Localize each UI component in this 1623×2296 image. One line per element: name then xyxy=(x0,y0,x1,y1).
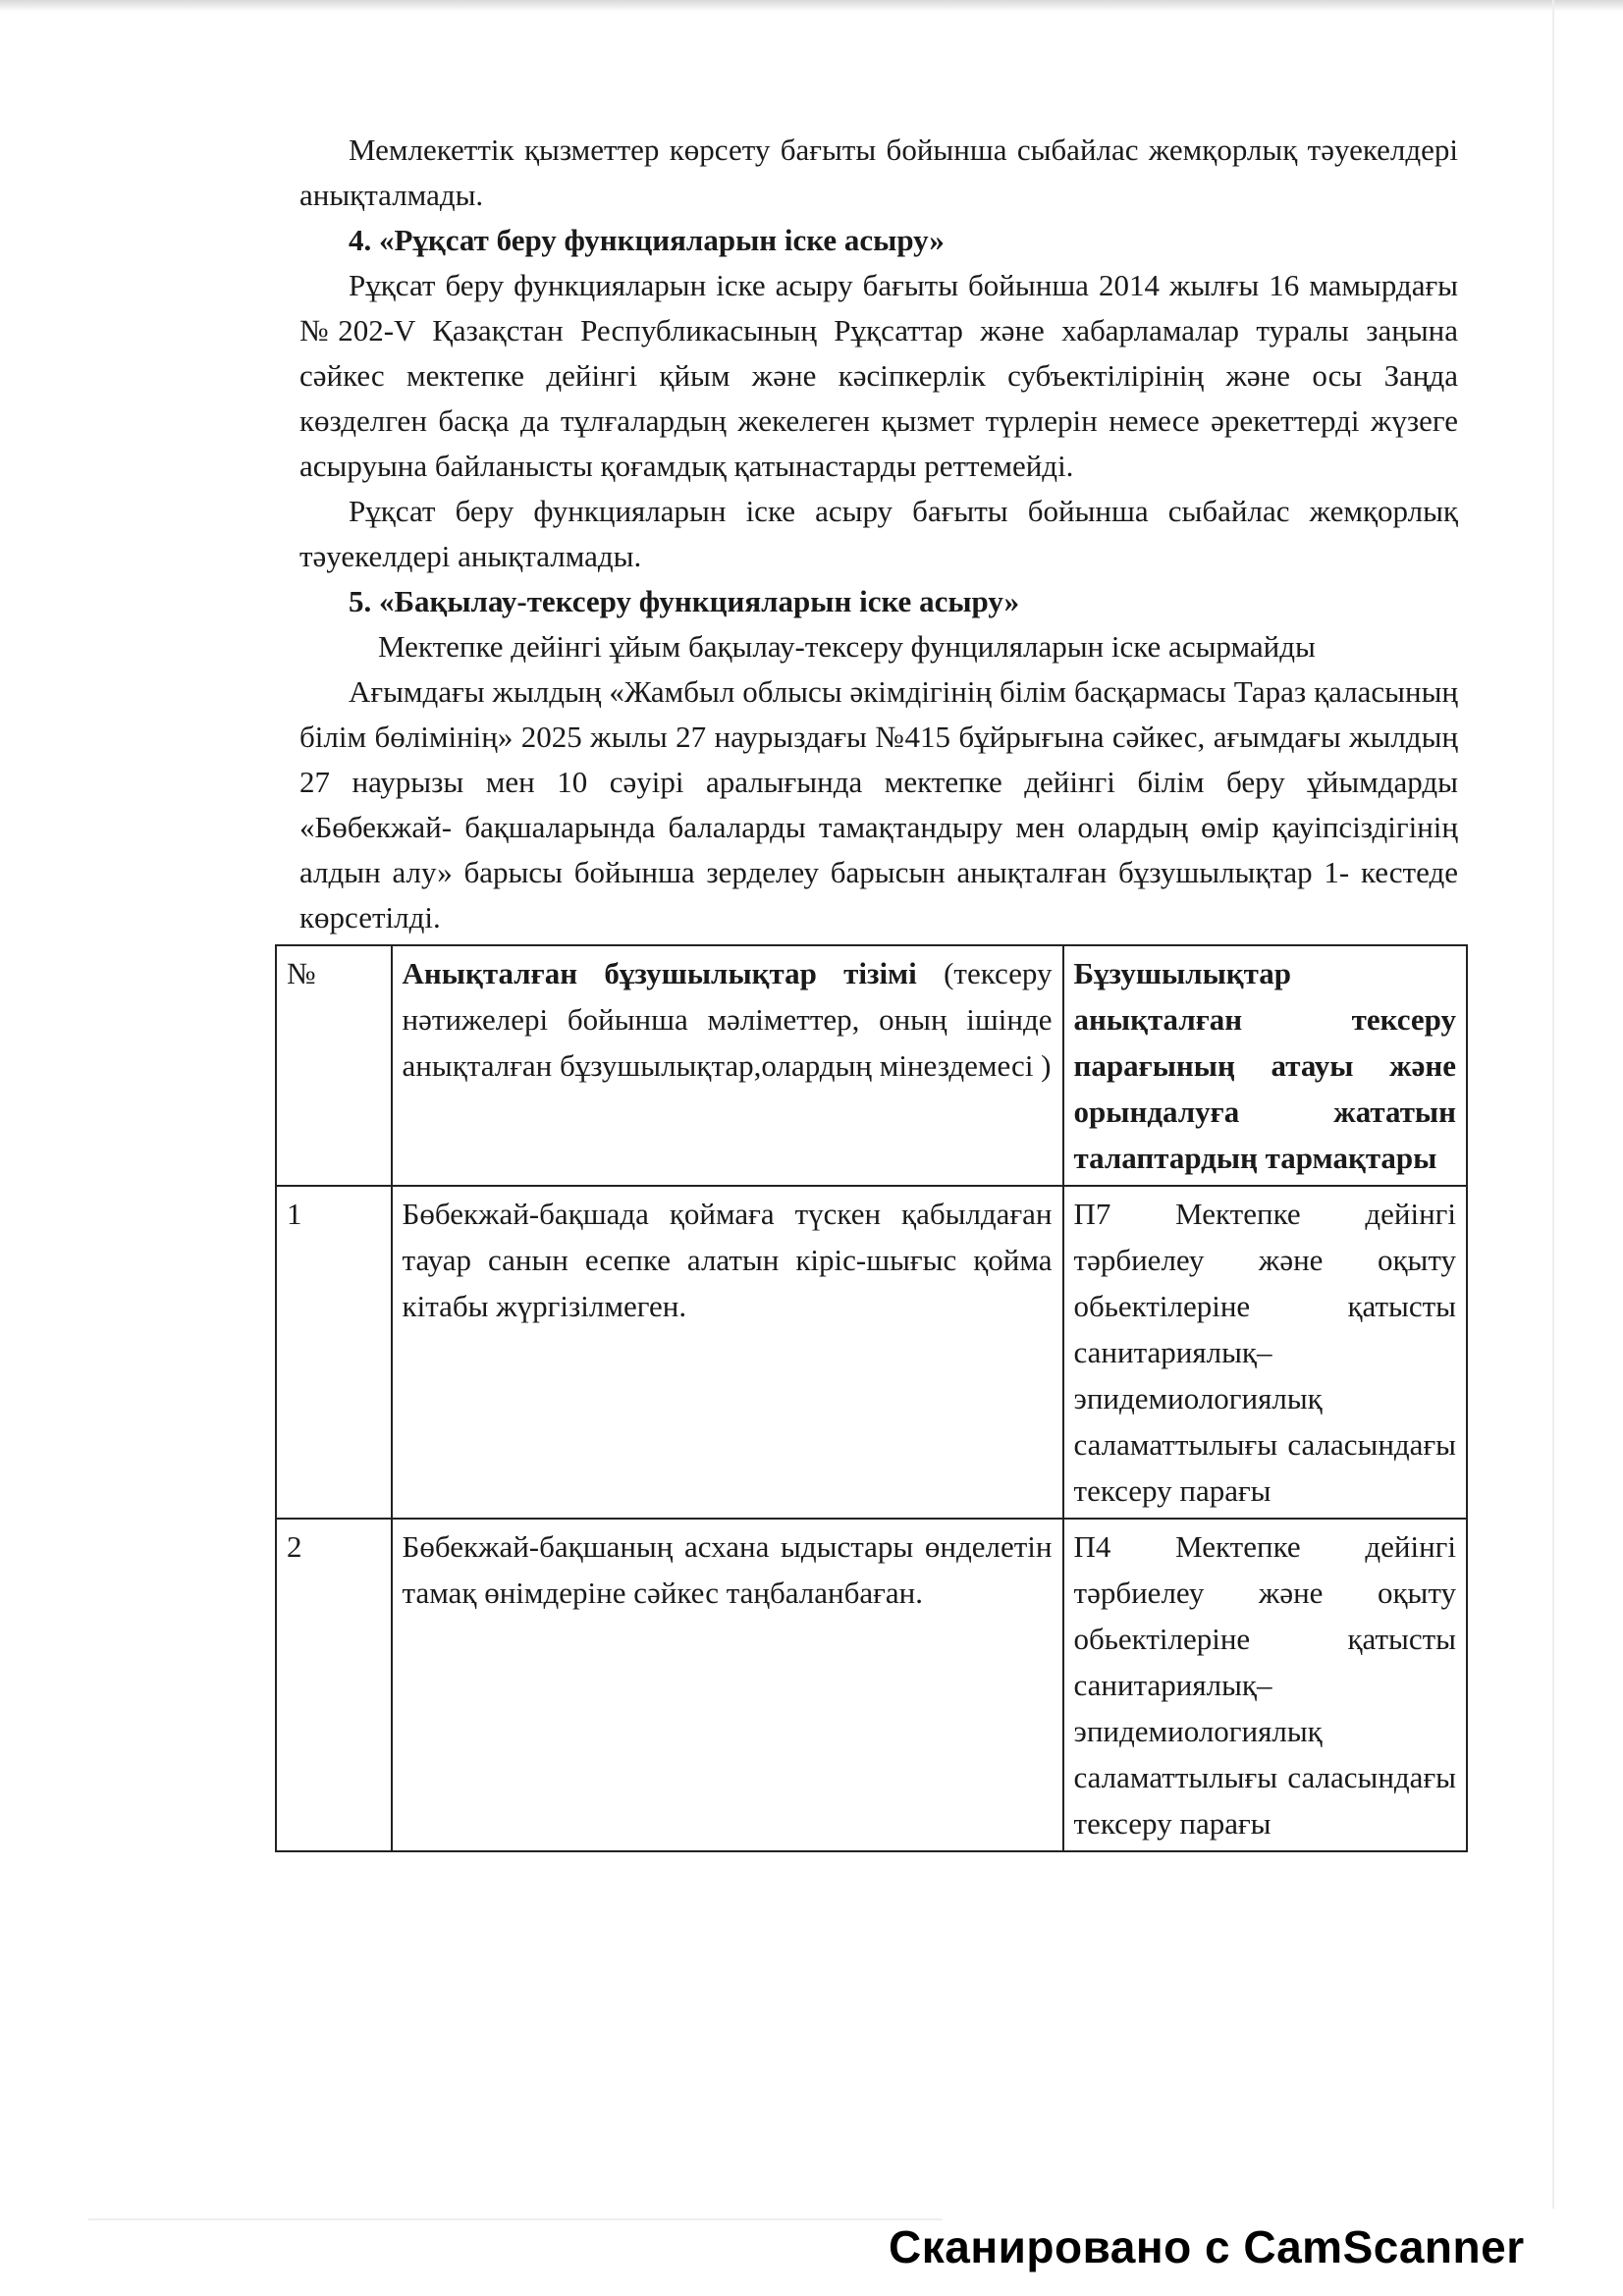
paragraph-inspection-results: Ағымдағы жылдың «Жамбыл облысы әкімдігінің білім басқармасы Тараз қаласының білім бөлімінің» 2025 жылы 27 наурыздағы №415 бұйрығына сәйкес, ағымдағы жылдың 27 наурызы мен 10 сәуірі аралығында мектепке дейінгі білім беру ұйымдарды «Бөбекжай- бақшаларында балаларды тамақтандыру мен олардың өмір қауіпсіздігінің алдын алу» барысы бойынша зерделеу барысын анықталған бұзушылықтар 1- кестеде көрсетілді. xyxy=(299,674,1458,934)
row-violation: Бөбекжай-бақшада қоймаға түскен қабылдаған тауар санын есепке алатын кіріс-шығыс қойма кітабы жүргізілмеген. xyxy=(392,1186,1063,1519)
scan-right-edge xyxy=(1552,0,1554,2209)
row-violation: Бөбекжай-бақшаның асхана ыдыстары өнделетін тамақ өнімдеріне сәйкес таңбаланбаған. xyxy=(392,1519,1063,1851)
violations-table xyxy=(275,944,1468,1852)
scan-top-shadow xyxy=(0,0,1623,12)
header-violations-title: Анықталған бұзушылықтар тізімі xyxy=(402,956,917,990)
heading-section-4: 4. «Рұқсат беру функцияларын іске асыру» xyxy=(349,223,945,257)
row-checklist: П7 Мектепке дейінгі тәрбиелеу және оқыту обьектілеріне қатысты санитариялық–эпидемиологиялық саламаттылығы саласындағы тексеру парағы xyxy=(1063,1186,1467,1519)
row-number: 1 xyxy=(276,1186,392,1519)
row-number: 2 xyxy=(276,1519,392,1851)
header-checklist: Бұзушылықтар анықталған тексеру парағының атауы және орындалуға жататын талаптардың тармақтары xyxy=(1063,945,1467,1186)
header-number: № xyxy=(276,945,392,1186)
heading-section-5: 5. «Бақылау-тексеру функцияларын іске асыру» xyxy=(349,584,1020,618)
table-row xyxy=(276,1519,1467,1851)
table-header-row xyxy=(276,945,1467,1186)
table-row xyxy=(276,1186,1467,1519)
header-violations-note: (тексеру нәтижелері бойынша мәліметтер, оның ішінде анықталған бұзушылықтар,олардың мінездемесі ) xyxy=(402,956,1053,1083)
scan-bottom-line xyxy=(88,2218,943,2220)
camscanner-watermark: Сканировано с CamScanner xyxy=(889,2221,1525,2272)
paragraph-permits: Рұқсат беру функцияларын іске асыру бағыты бойынша 2014 жылғы 16 мамырдағы №202-V Қазақстан Республикасының Рұқсаттар және хабарламалар туралы заңына сәйкес мектепке дейінгі қйым және кәсіпкерлік субъектілірінің және осы Заңда көзделген басқа да тұлғалардың жекелеген қызмет түрлерін немесе әрекеттерді жүзеге асыруына байланысты қоғамдық қатынастарды реттемейді. xyxy=(299,268,1458,483)
paragraph-control-functions: Мектепке дейінгі ұйым бақылау-тексеру фунциляларын іске асырмайды xyxy=(378,629,1316,664)
paragraph-state-services: Мемлекеттік қызметтер көрсету бағыты бойынша сыбайлас жемқорлық тәуекелдері анықталмады. xyxy=(299,133,1458,212)
header-violations-list xyxy=(392,945,1063,1186)
row-checklist: П4 Мектепке дейінгі тәрбиелеу және оқыту обьектілеріне қатысты санитариялық–эпидемиологиялық саламаттылығы саласындағы тексеру парағы xyxy=(1063,1519,1467,1851)
paragraph-permits-risks: Рұқсат беру функцияларын іске асыру бағыты бойынша сыбайлас жемқорлық тәуекелдері анықталмады. xyxy=(299,494,1458,573)
document-page xyxy=(287,128,1458,1852)
